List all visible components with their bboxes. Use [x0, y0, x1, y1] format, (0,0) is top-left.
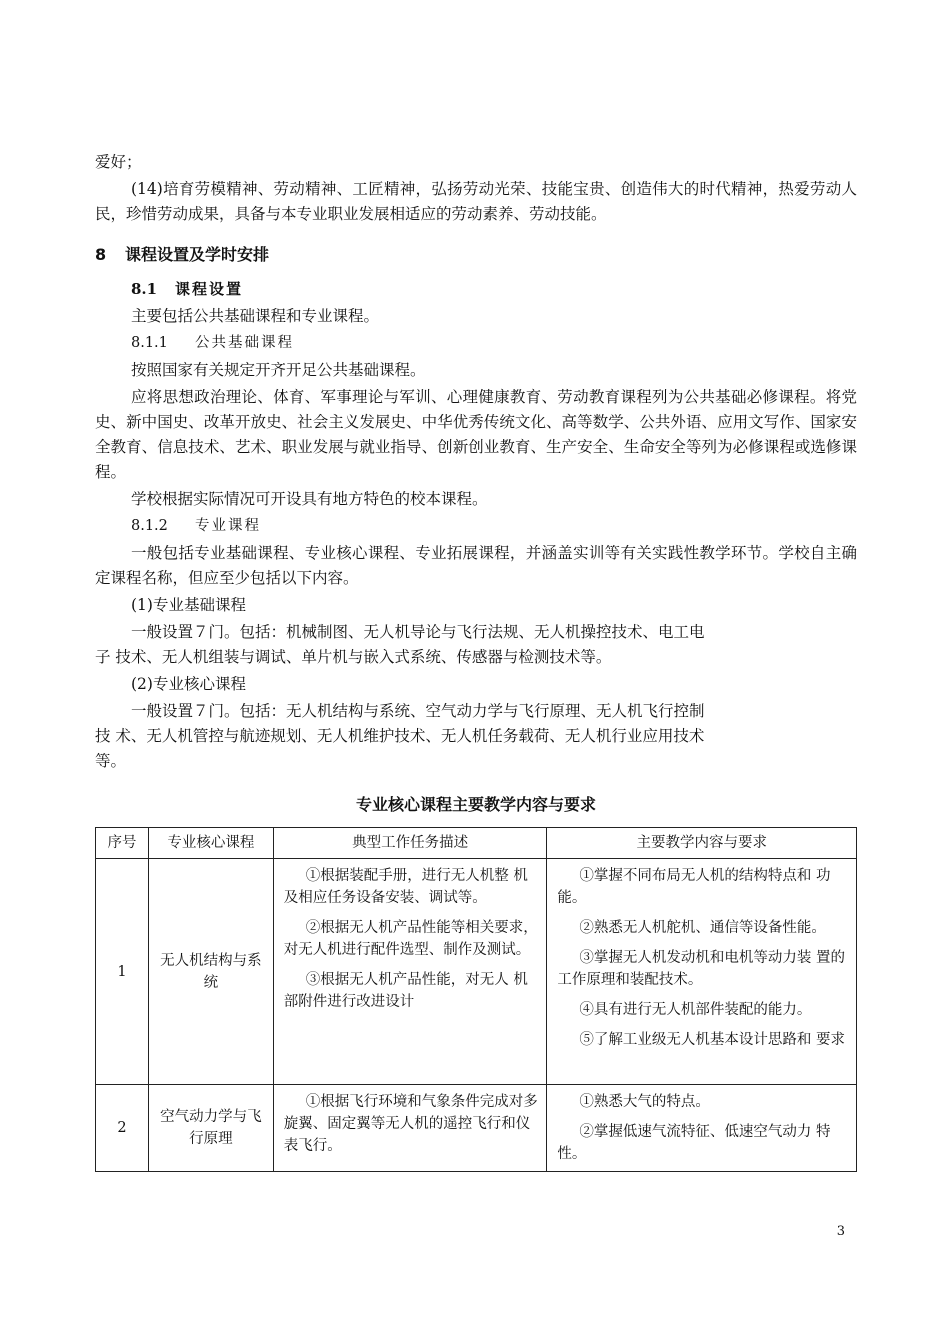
subsubsection-title: 公共基础课程 — [195, 335, 294, 351]
course-name-cell: 空气动力学与飞行原理 — [148, 1085, 273, 1172]
requirements-cell — [547, 859, 857, 1085]
table-title: 专业核心课程主要教学内容与要求 — [355, 795, 596, 814]
course-name-cell: 无人机结构与系统 — [148, 859, 273, 1085]
header-cell: 专业核心课程 — [148, 828, 273, 859]
paragraph-line: 技 术、无人机管控与航迹规划、无人机维护技术、无人机任务载荷、无人机行业应用技术 — [95, 727, 705, 745]
list-heading-core-courses: (2)专业核心课程 — [131, 675, 246, 693]
requirements-cell — [547, 1085, 857, 1172]
table-row — [96, 859, 857, 1085]
paragraph: 主要包括公共基础课程和专业课程。 — [131, 307, 380, 325]
task-item: ①根据飞行环境和气象条件完成对多旋翼、固定翼等无人机的遥控飞行和仪表飞行。 — [283, 1094, 538, 1154]
task-item: ①根据装配手册，进行无人机整 机及相应任务设备安装、调试等。 — [283, 868, 528, 906]
requirement-item: ④具有进行无人机部件装配的能力。 — [579, 1002, 812, 1018]
page-content — [95, 150, 857, 1172]
task-description-cell — [273, 1085, 547, 1172]
paragraph-continued: 爱好； — [95, 153, 142, 171]
requirement-item: ⑤了解工业级无人机基本设计思路和 要求 — [579, 1032, 846, 1048]
paragraph: 按照国家有关规定开齐开足公共基础课程。 — [131, 361, 426, 379]
paragraph: 一般设置７门。包括：无人机结构与系统、空气动力学与飞行原理、无人机飞行控制 — [131, 702, 705, 720]
header-cell: 典型工作任务描述 — [273, 828, 547, 859]
section-heading-8 — [95, 242, 857, 267]
paragraph-item-14: (14)培育劳模精神、劳动精神、工匠精神，弘扬劳动光荣、技能宝贵、创造伟大的时代精神，热爱劳动人民，珍惜劳动成果，具备与本专业职业发展相适应的劳动素养、劳动技能。 — [95, 180, 857, 223]
page-number: 3 — [836, 1224, 845, 1239]
paragraph: 一般设置７门。包括：机械制图、无人机导论与飞行法规、无人机操控技术、电工电 — [131, 623, 705, 641]
subsection-heading-8-1 — [131, 277, 857, 302]
list-heading-basic-courses: (1)专业基础课程 — [131, 596, 246, 614]
subsubsection-heading-8-1-1 — [131, 331, 857, 356]
core-courses-table — [95, 827, 857, 1172]
section-title: 课程设置及学时安排 — [125, 245, 270, 264]
header-cell: 序号 — [96, 828, 149, 859]
paragraph-line: 子 技术、无人机组装与调试、单片机与嵌入式系统、传感器与检测技术等。 — [95, 648, 612, 666]
subsection-number: 8.1 — [131, 280, 158, 298]
task-description-cell — [273, 859, 547, 1085]
paragraph: 应将思想政治理论、体育、军事理论与军训、心理健康教育、劳动教育课程列为公共基础必修课程。将党史、新中国史、改革开放史、社会主义发展史、中华优秀传统文化、高等数学、公共外语、应用文写作、国家安全教育、信息技术、艺术、职业发展与就业指导、创新创业教育、生产安全、生命安全等列为必修课程或选修课程。 — [95, 388, 857, 481]
table-header-row — [96, 828, 857, 859]
subsection-title: 课程设置 — [175, 280, 244, 298]
row-number-cell: 2 — [96, 1085, 149, 1172]
task-item: ③根据无人机产品性能，对无人 机部附件进行改进设计 — [283, 972, 528, 1010]
subsubsection-number: 8.1.2 — [131, 518, 168, 534]
requirement-item: ①掌握不同布局无人机的结构特点和 功能。 — [557, 868, 831, 906]
requirement-item: ①熟悉大气的特点。 — [579, 1094, 710, 1110]
task-item: ②根据无人机产品性能等相关要求，对无人机进行配件选型、制作及测试。 — [283, 920, 538, 958]
table-row — [96, 1085, 857, 1172]
subsubsection-heading-8-1-2 — [131, 514, 857, 539]
paragraph: 学校根据实际情况可开设具有地方特色的校本课程。 — [131, 490, 488, 508]
paragraph-line: 等。 — [95, 752, 127, 770]
requirement-item: ③掌握无人机发动机和电机等动力装 置的工作原理和装配技术。 — [557, 950, 846, 988]
header-cell: 主要教学内容与要求 — [547, 828, 857, 859]
subsubsection-title: 专业课程 — [195, 518, 261, 534]
subsubsection-number: 8.1.1 — [131, 335, 168, 351]
requirement-item: ②掌握低速气流特征、低速空气动力 特性。 — [557, 1124, 831, 1162]
row-number-cell: 1 — [96, 859, 149, 1085]
paragraph: 一般包括专业基础课程、专业核心课程、专业拓展课程，并涵盖实训等有关实践性教学环节。学校自主确定课程名称，但应至少包括以下内容。 — [95, 544, 857, 587]
section-number: 8 — [95, 245, 107, 264]
requirement-item: ②熟悉无人机舵机、通信等设备性能。 — [579, 920, 826, 936]
